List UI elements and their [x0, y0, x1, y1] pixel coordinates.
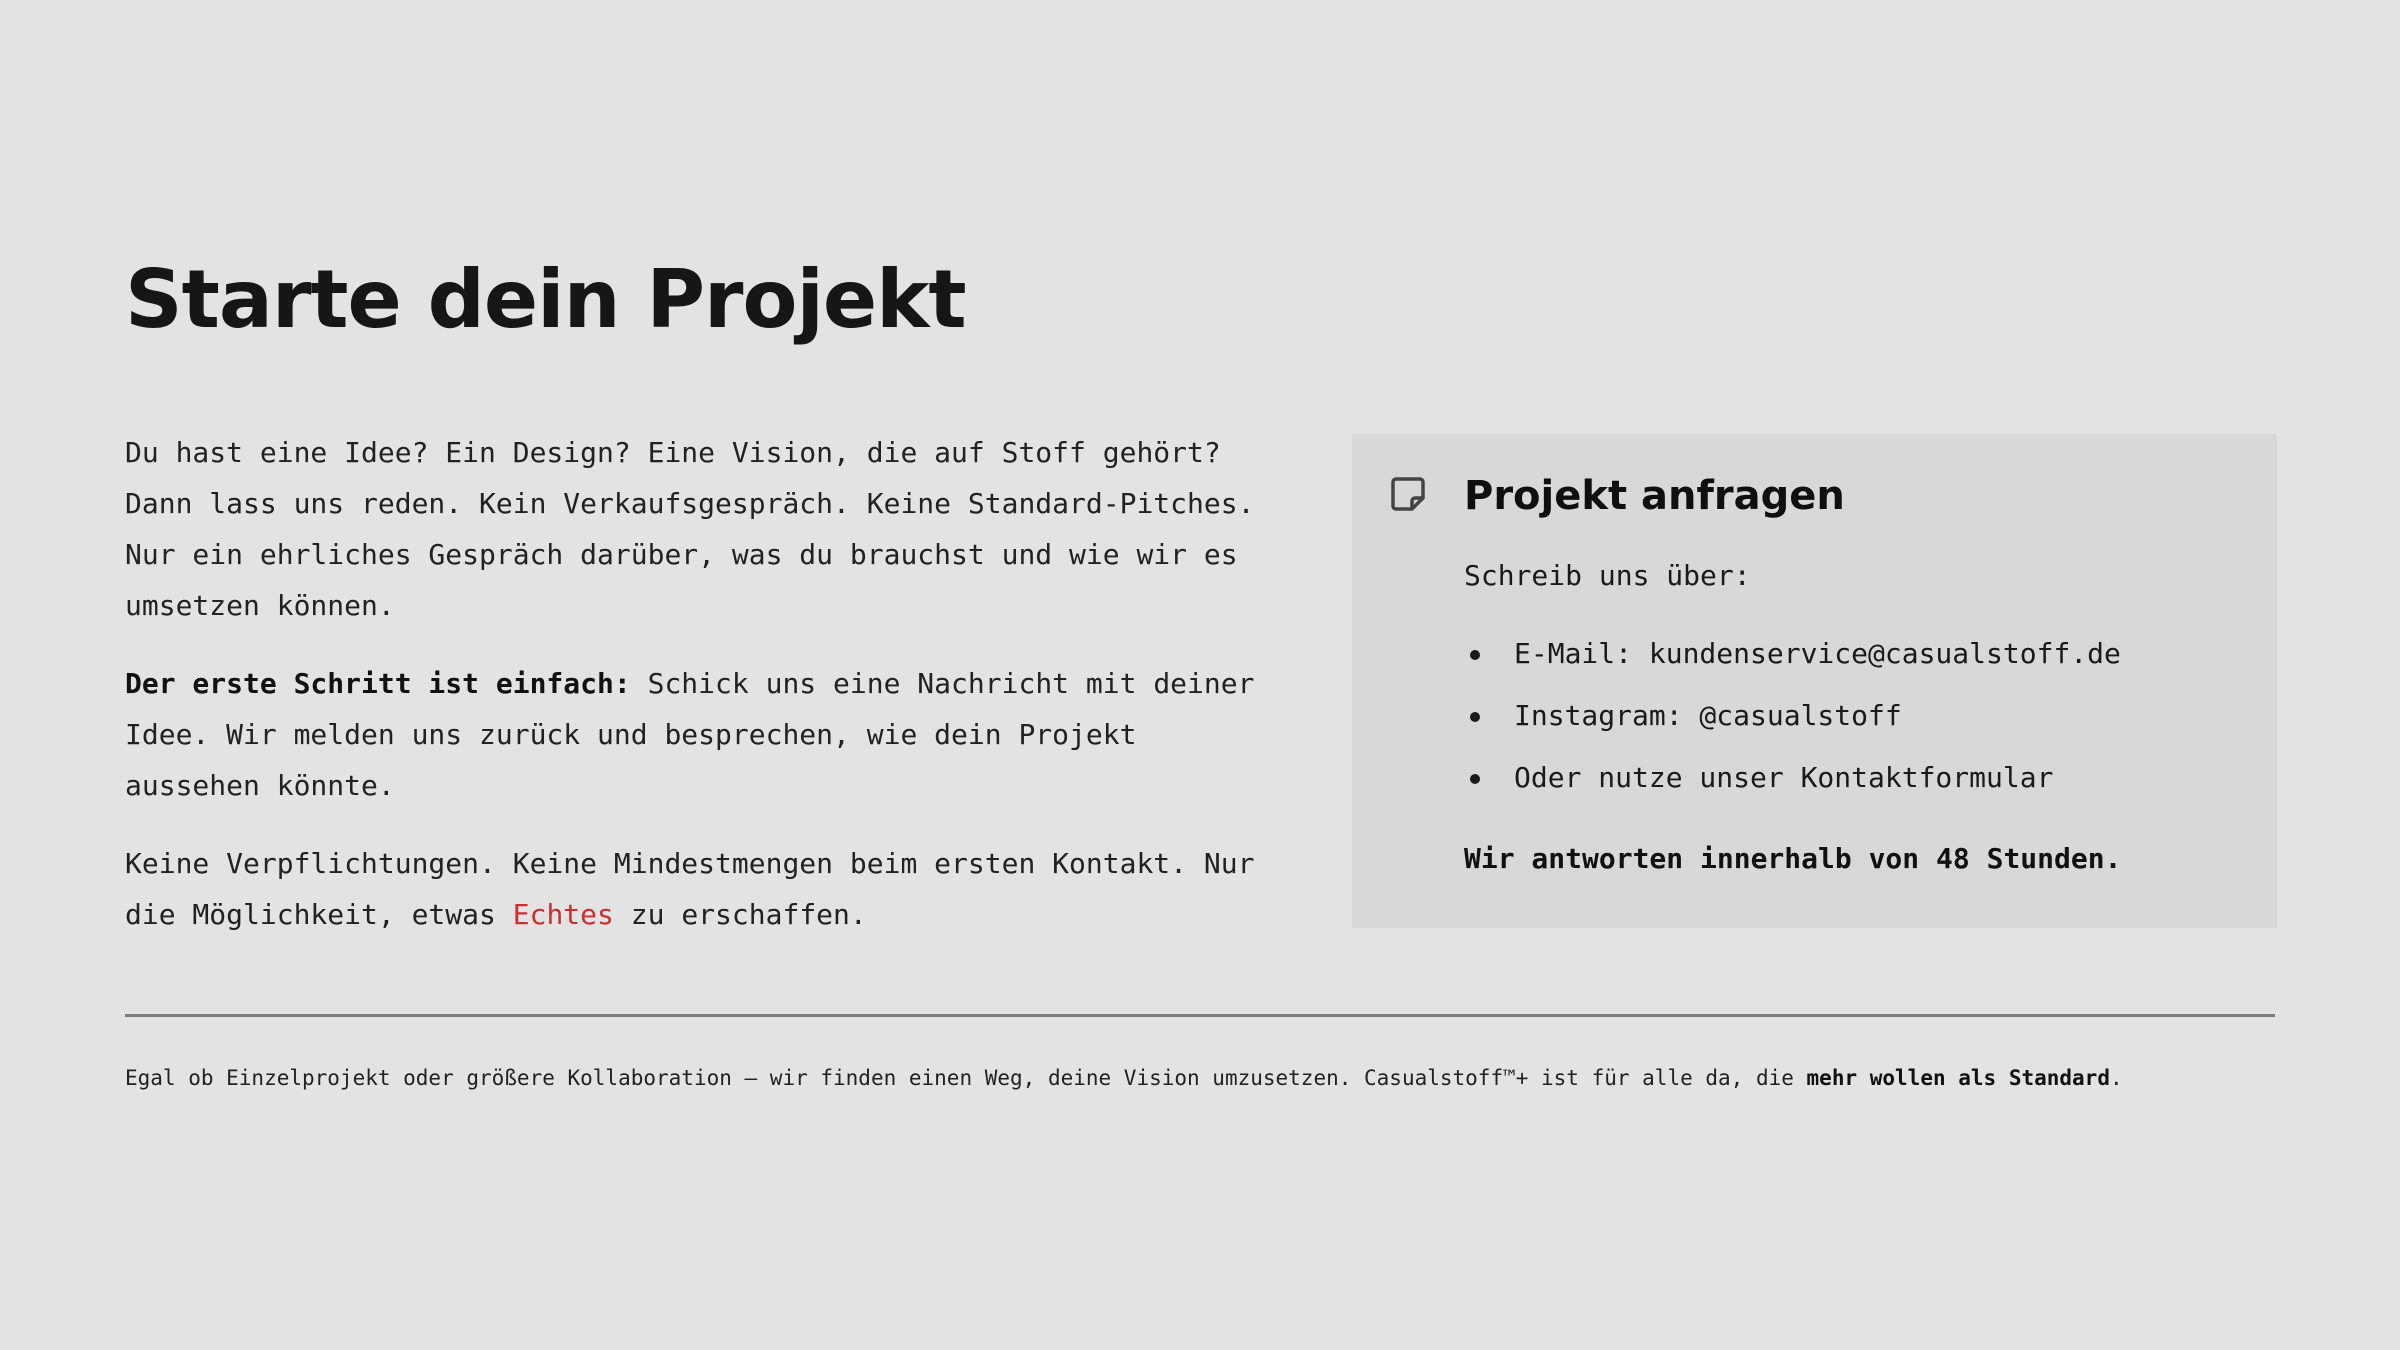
- bullet-icon: [1470, 774, 1480, 784]
- contact-form[interactable]: [1464, 758, 2121, 820]
- contact-options-list: [1464, 634, 2121, 820]
- intro-text: [125, 427, 1260, 967]
- bullet-icon: [1470, 650, 1480, 660]
- intro-paragraph: [125, 838, 1260, 940]
- contact-email[interactable]: [1464, 634, 2121, 696]
- commitment-text: Keine Verpflichtungen. Keine Mindestmengen beim ersten Kontakt. Nur die Möglichkeit, etwas: [125, 847, 1255, 931]
- bullet-icon: [1470, 712, 1480, 722]
- intro-paragraph: [125, 658, 1260, 811]
- divider: [125, 1014, 2275, 1017]
- card-title: Projekt anfragen: [1464, 473, 1845, 519]
- contact-email-text: E-Mail: kundenservice@casualstoff.de: [1514, 637, 2121, 670]
- intro-paragraph: Du hast eine Idee? Ein Design? Eine Vision, die auf Stoff gehört? Dann lass uns reden. Kein Verkaufsgespräch. Keine Standard-Pitches. Nur ein ehrliches Gespräch darüber, was du brauchst und wie wir es umsetzen können.: [125, 436, 1255, 622]
- footer-text-end: .: [2109, 1066, 2123, 1090]
- card-lead: Schreib uns über:: [1464, 559, 1751, 592]
- footer-emphasis: mehr wollen als Standard: [1806, 1066, 2110, 1090]
- contact-form-text: Oder nutze unser Kontaktformular: [1514, 761, 2054, 794]
- footer-text: [125, 1060, 2123, 1096]
- accent-word: Echtes: [512, 898, 614, 931]
- response-time-note: Wir antworten innerhalb von 48 Stunden.: [1464, 842, 2122, 875]
- commitment-text-end: zu erschaffen.: [613, 898, 867, 931]
- contact-instagram-text: Instagram: @casualstoff: [1514, 699, 1902, 732]
- first-step-label: Der erste Schritt ist einfach:: [125, 667, 631, 700]
- footer-text-main: Egal ob Einzelprojekt oder größere Kollaboration – wir finden einen Weg, deine Vision umzusetzen. Casualstoff™+ ist für alle da, die: [125, 1066, 1807, 1090]
- first-step-text: Schick uns eine Nachricht mit deiner Idee. Wir melden uns zurück und besprechen, wie dein Projekt aussehen könnte.: [125, 667, 1255, 802]
- contact-instagram[interactable]: [1464, 696, 2121, 758]
- project-request-card: [1352, 434, 2277, 928]
- note-icon: [1390, 476, 1426, 512]
- page-title: Starte dein Projekt: [125, 253, 966, 346]
